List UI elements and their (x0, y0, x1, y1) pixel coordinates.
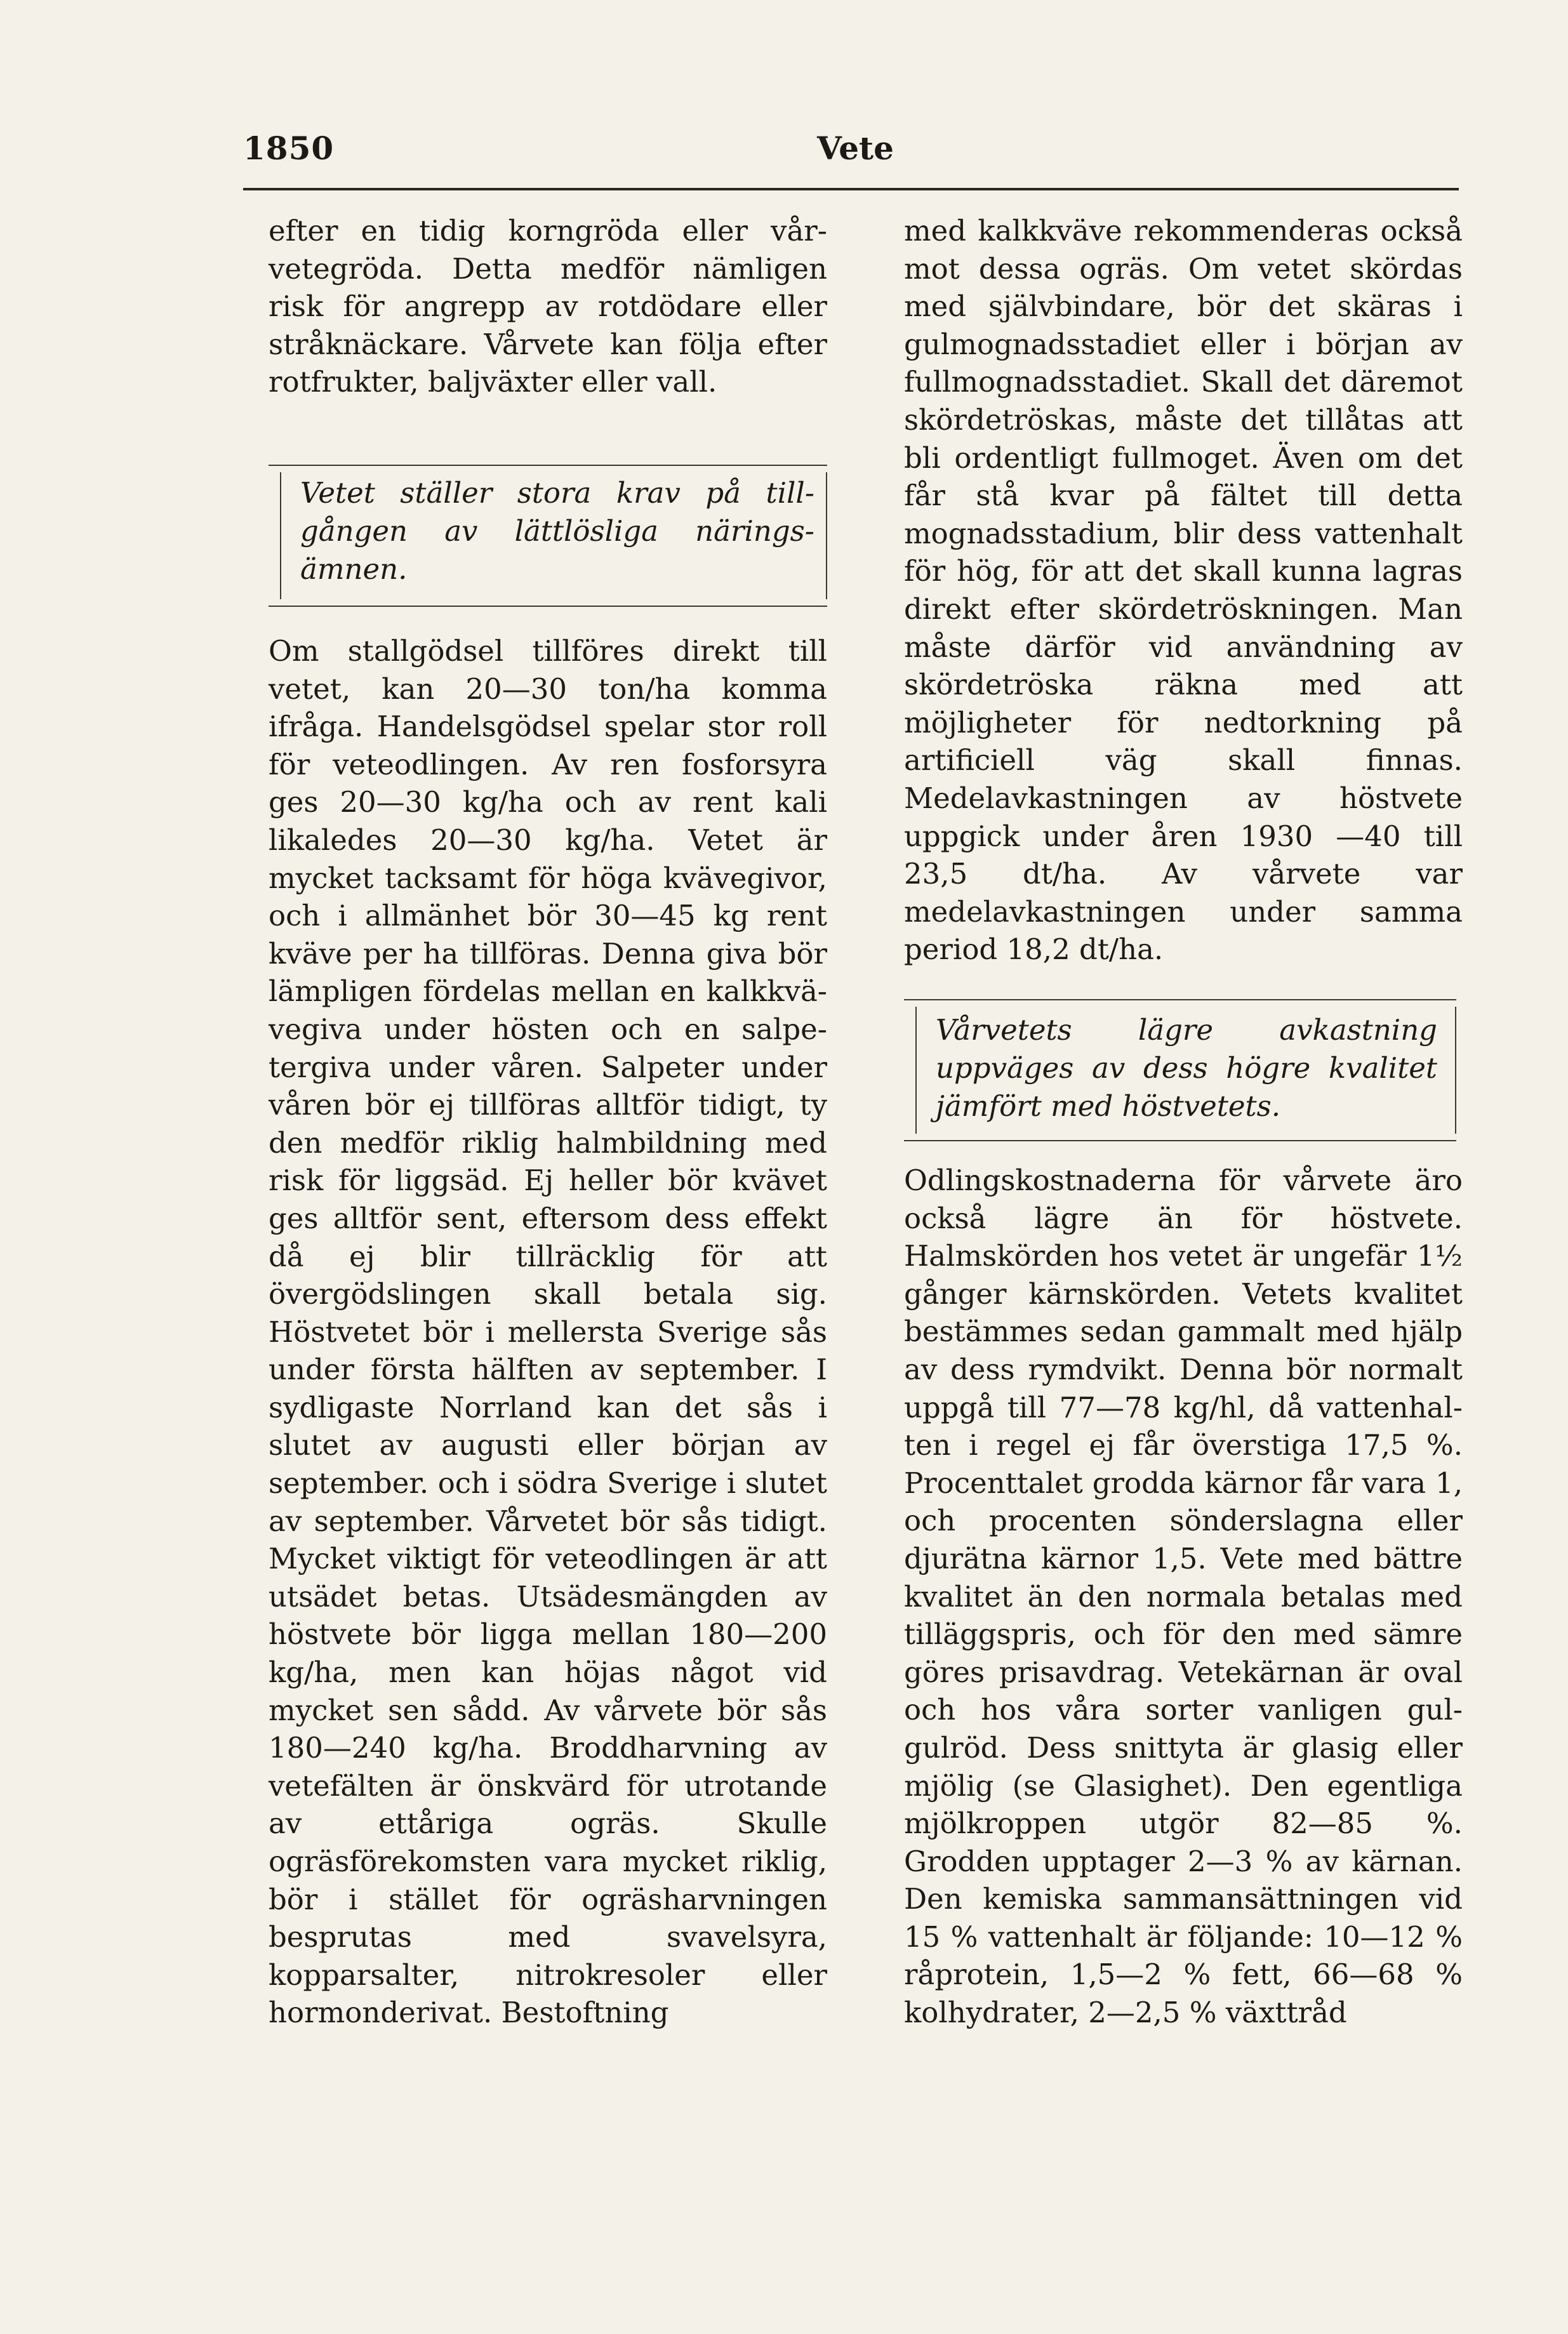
left-main-paragraph: Om stallgödsel tillföres direkt till vetet, kan 20—30 ton/ha komma ifråga. Handelsgödsel spelar stor roll för veteodlingen. Av ren fosforsyra ges 20—30 kg/ha och av rent kali likaledes 20—30 kg/ha. Vetet är mycket tacksamt för höga kvävegivor, och i allmänhet bör 30—45 kg rent kväve per ha tillföras. Denna giva bör lämpligen fördelas mellan en kalkkvävegiva under hösten och en salpetergiva under våren. Salpeter under våren bör ej tillföras alltför tidigt, ty den medför riklig halmbildning med risk för liggsäd. Ej heller bör kvävet ges alltför sent, eftersom dess effekt då ej blir tillräcklig för att övergödslingen skall betala sig. Höstvetet bör i mellersta Sverige sås under första hälften av september. I sydligaste Norrland kan det sås i slutet av augusti eller början av september. och i södra Sverige i slutet av september. Vårvetet bör sås tidigt. Mycket viktigt för veteodlingen är att utsädet betas. Utsädesmängden av höstvete bör ligga mellan 180—200 kg/ha, men kan höjas något vid mycket sen sådd. Av vårvete bör sås 180—240 kg/ha. Broddharvning av vetefälten är önskvärd för utrotande av ettåriga ogräs. Skulle ogräsförekomsten vara mycket riklig, bör i stället för ogräsharvningen besprutas med svavelsyra, kopparsalter, nitrokresoler eller hormonderivat. Bestoftning (269, 634, 827, 2030)
right-pullquote-text: Vårvetets lägre avkastning uppväges av dess högre kvalitet jämfört med höstvetets. (936, 1013, 1437, 1123)
right-column-main (904, 1162, 1463, 2032)
page-header (243, 124, 1459, 185)
right-pullquote-box (904, 999, 1456, 1141)
page-number: 1850 (243, 129, 335, 167)
right-intro-paragraph: med kalkkväve rekommenderas också mot dessa ogräs. Om vetet skördas med självbindare, bör det skäras i gulmognadsstadiet eller i början av fullmognadsstadiet. Skall det däremot skördetröskas, måste det tillåtas att bli ordentligt fullmoget. Även om det får stå kvar på fältet till detta mognadsstadium, blir dess vattenhalt för hög, för att det skall kunna lagras direkt efter skördetröskningen. Man måste därför vid användning av skördetröska räkna med att möjligheter för nedtorkning på artificiell väg skall finnas. Medelavkastningen av höstvete uppgick under åren 1930 —40 till 23,5 dt/ha. Av vårvete var medelavkastningen under samma period 18,2 dt/ha. (904, 214, 1463, 967)
left-pullquote-box (269, 465, 827, 607)
right-main-paragraph: Odlingskostnaderna för vårvete äro också lägre än för höstvete. Halmskörden hos vetet är ungefär 1½ gånger kärnskörden. Vetets kvalitet bestämmes sedan gammalt med hjälp av dess rymdvikt. Denna bör normalt uppgå till 77—78 kg/hl, då vattenhalten i regel ej får överstiga 17,5 %. Procenttalet grodda kärnor får vara 1, och procenten sönderslagna eller djurätna kärnor 1,5. Vete med bättre kvalitet än den normala betalas med tilläggspris, och för den med sämre göres prisavdrag. Vetekärnan är oval och hos våra sorter vanligen gul-gulröd. Dess snittyta är glasig eller mjölig (se Glasighet). Den egentliga mjölkroppen utgör 82—85 %. Grodden upptager 2—3 % av kärnan. Den kemiska sammansättningen vid 15 % vattenhalt är följande: 10—12 % råprotein, 1,5—2 % fett, 66—68 % kolhydrater, 2—2,5 % växttråd (904, 1164, 1463, 2030)
left-column-intro (269, 212, 827, 401)
running-title: Vete (817, 129, 894, 167)
left-intro-paragraph: efter en tidig korngröda eller vårvetegröda. Detta medför nämligen risk för angrepp av rotdödare eller stråknäckare. Vårvete kan följa efter rotfrukter, baljväxter eller vall. (269, 214, 827, 399)
right-column-intro (904, 212, 1463, 969)
left-column-main (269, 632, 827, 2032)
left-pullquote-text: Vetet ställer stora krav på tillgången av lättlösliga näringsämnen. (300, 476, 814, 586)
header-rule (243, 188, 1459, 190)
